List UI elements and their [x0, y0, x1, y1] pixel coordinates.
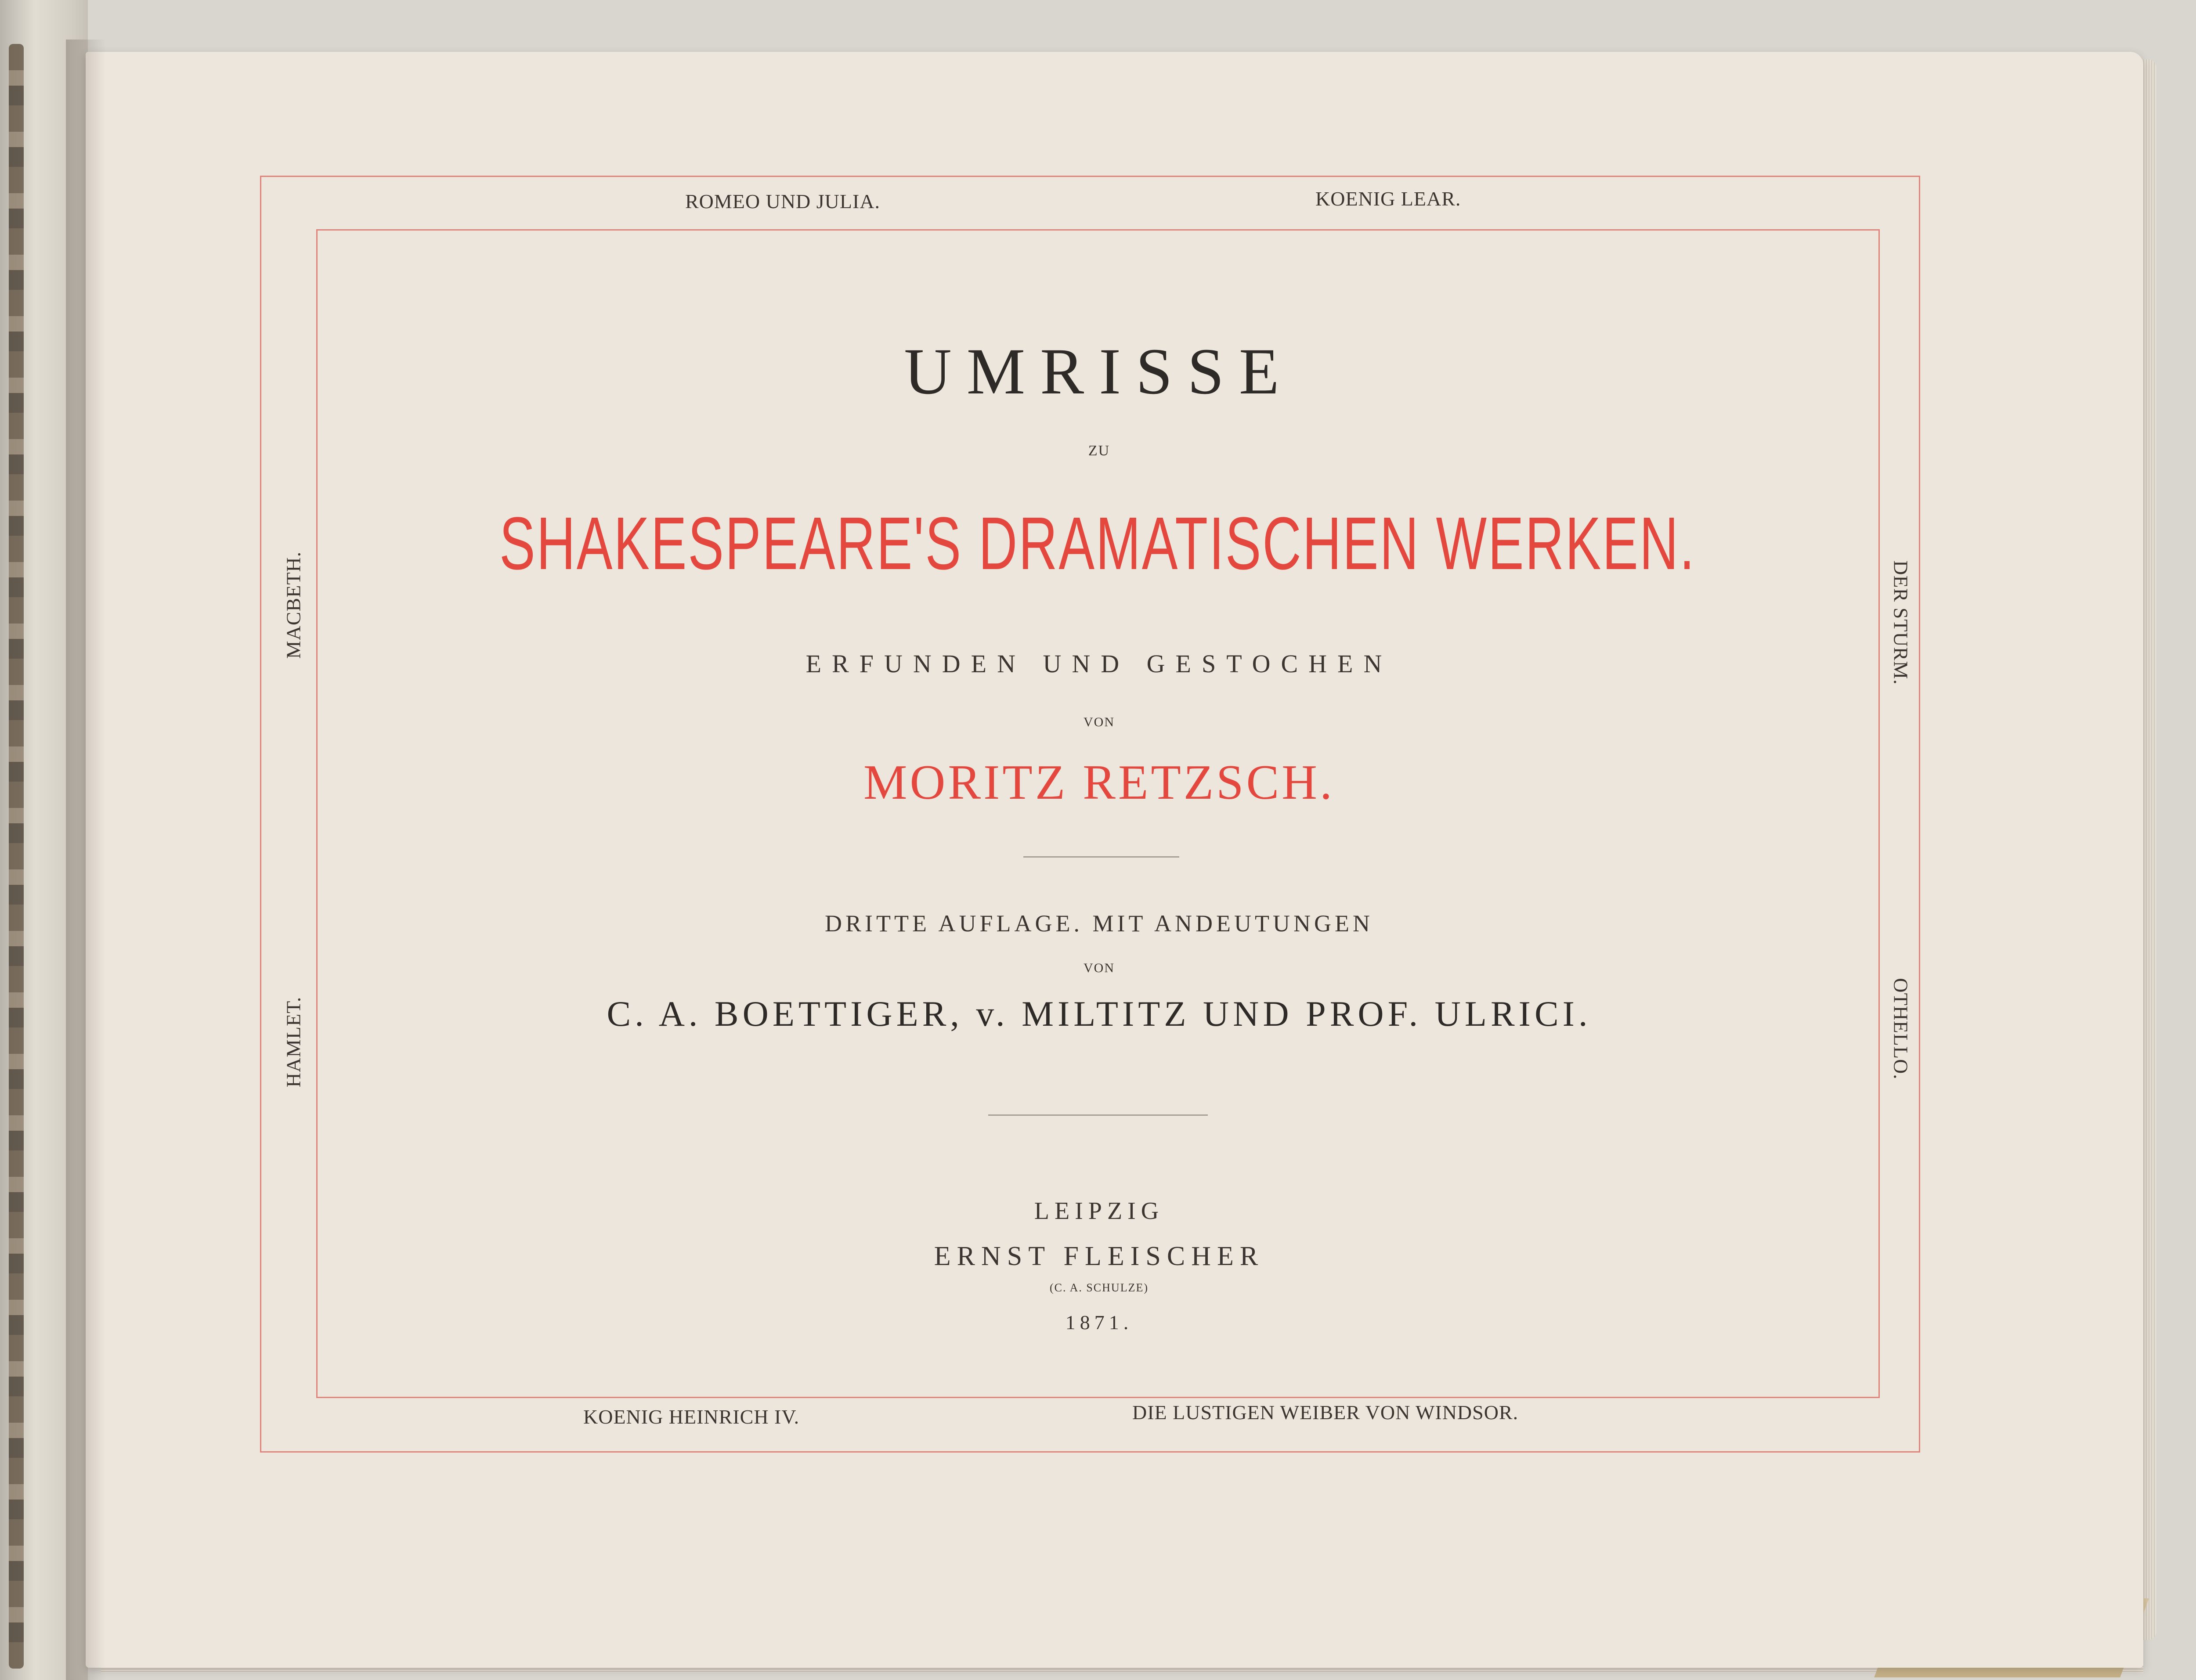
- divider-rule-2: [988, 1114, 1208, 1116]
- frame-label-bottom-left: KOENIG HEINRICH IV.: [583, 1406, 800, 1428]
- frame-label-top-right: KOENIG LEAR.: [1315, 187, 1461, 210]
- frame-label-right-upper: DER STURM.: [1889, 560, 1912, 685]
- title-umrisse: UMRISSE: [904, 335, 1294, 408]
- title-zu: ZU: [1088, 443, 1110, 459]
- frame-label-left-lower: HAMLET.: [282, 996, 305, 1088]
- frame-label-right-lower: OTHELLO.: [1889, 978, 1912, 1080]
- divider-rule-1: [1023, 856, 1179, 858]
- imprint-city: LEIPZIG: [1034, 1197, 1164, 1225]
- frame-label-left-upper: MACBETH.: [282, 551, 305, 659]
- editors-line: C. A. BOETTIGER, v. MILTITZ UND PROF. ULRICI.: [607, 994, 1592, 1034]
- frame-label-top-left: ROMEO UND JULIA.: [685, 190, 881, 213]
- book-binding: [9, 44, 24, 1669]
- imprint-publisher-sub: (C. A. SCHULZE): [1050, 1281, 1149, 1294]
- title-main: SHAKESPEARE'S DRAMATISCHEN WERKEN.: [499, 502, 1696, 585]
- edition-von: VON: [1084, 961, 1115, 975]
- edition-line: DRITTE AUFLAGE. MIT ANDEUTUNGEN: [825, 910, 1373, 937]
- imprint-year: 1871.: [1065, 1311, 1133, 1334]
- imprint-publisher: ERNST FLEISCHER: [934, 1241, 1264, 1271]
- spine-shadow: [66, 40, 105, 1680]
- title-erfunden: ERFUNDEN UND GESTOCHEN: [805, 649, 1393, 678]
- title-author: MORITZ RETZSCH.: [863, 755, 1335, 810]
- frame-label-bottom-right: DIE LUSTIGEN WEIBER VON WINDSOR.: [1132, 1401, 1519, 1424]
- title-von: VON: [1084, 715, 1115, 729]
